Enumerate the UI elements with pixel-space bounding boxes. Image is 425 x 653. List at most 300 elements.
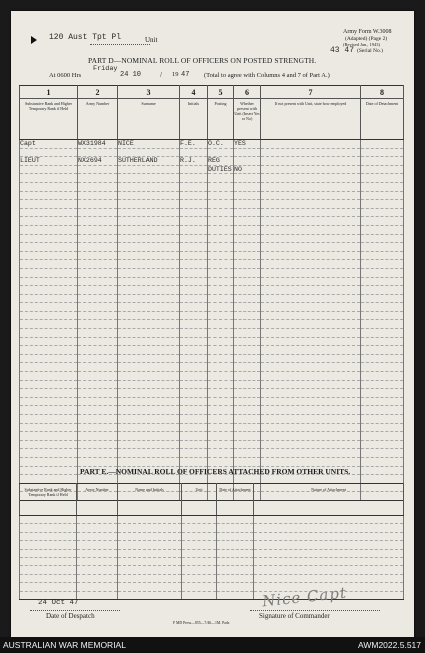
table-cell: [361, 200, 404, 209]
table-cell: F.E.: [180, 140, 208, 149]
table-row: [20, 140, 404, 149]
table-cell: [234, 423, 261, 432]
table-row: [20, 294, 404, 303]
form-number: Army Form W.3008: [343, 29, 392, 35]
table-cell: [20, 557, 77, 565]
binder-hole-icon: [31, 36, 37, 44]
table-cell: [77, 583, 118, 591]
table-cell: [182, 583, 217, 591]
table-cell: [180, 423, 208, 432]
unit-underline: [90, 44, 150, 45]
table-row: [20, 225, 404, 234]
table-cell: [261, 303, 361, 312]
serial-number: 43 47: [330, 46, 355, 55]
table-cell: [361, 449, 404, 458]
table-cell: [180, 251, 208, 260]
table-cell: [261, 286, 361, 295]
table-cell: [180, 363, 208, 372]
table-cell: [20, 397, 78, 406]
table-cell: [20, 286, 78, 295]
column-number: 4: [180, 86, 208, 99]
table-cell: [118, 320, 180, 329]
table-cell: [77, 574, 118, 582]
table-cell: [254, 541, 404, 549]
table-cell: [180, 182, 208, 191]
column-header: Nature of Attachment: [254, 484, 404, 516]
table-cell: [78, 260, 118, 269]
table-cell: [180, 457, 208, 466]
table-cell: [180, 148, 208, 157]
table-cell: [118, 440, 180, 449]
table-row: [20, 277, 404, 286]
table-cell: [118, 208, 180, 217]
column-header: Initials: [180, 99, 208, 140]
table-cell: [180, 165, 208, 174]
table-cell: [78, 225, 118, 234]
at-line: At 0600 Hrs: [49, 72, 82, 79]
table-cell: [254, 549, 404, 557]
table-cell: [20, 225, 78, 234]
table-cell: [234, 225, 261, 234]
table-row: [20, 346, 404, 355]
table-cell: [180, 389, 208, 398]
table-cell: [78, 303, 118, 312]
table-cell: [361, 329, 404, 338]
table-cell: [20, 346, 78, 355]
table-cell: [217, 574, 254, 582]
commander-signature: Nice Capt: [261, 583, 348, 611]
table-cell: [78, 191, 118, 200]
table-cell: [118, 251, 180, 260]
table-cell: [182, 557, 217, 565]
table-cell: [208, 311, 234, 320]
table-cell: [261, 320, 361, 329]
table-cell: [78, 182, 118, 191]
table-row: [20, 268, 404, 277]
table-cell: [208, 423, 234, 432]
table-row: [20, 200, 404, 209]
despatch-date: 24 Oct 47: [38, 599, 79, 607]
table-row: [20, 549, 404, 557]
part-e-title: PART E.—NOMINAL ROLL OF OFFICERS ATTACHED FROM OTHER UNITS.: [80, 467, 351, 476]
table-cell: [261, 225, 361, 234]
table-cell: [118, 234, 180, 243]
despatch-underline: [30, 610, 120, 611]
table-row: [20, 389, 404, 398]
table-cell: [361, 475, 404, 484]
part-d-title: PART D—NOMINAL ROLL OF OFFICERS ON POSTED STRENGTH.: [88, 56, 317, 65]
table-cell: [361, 148, 404, 157]
table-cell: [208, 346, 234, 355]
table-cell: [261, 243, 361, 252]
table-cell: [118, 566, 182, 574]
table-cell: [234, 191, 261, 200]
unit-value: 120 Aust Tpt Pl: [49, 33, 122, 42]
table-cell: [254, 574, 404, 582]
table-cell: [261, 389, 361, 398]
table-cell: [180, 200, 208, 209]
table-cell: [261, 346, 361, 355]
table-cell: [118, 191, 180, 200]
table-row: [20, 574, 404, 582]
table-cell: [261, 432, 361, 441]
table-cell: [118, 380, 180, 389]
table-cell: [78, 234, 118, 243]
table-cell: [20, 260, 78, 269]
table-cell: [118, 591, 182, 599]
table-cell: [234, 174, 261, 183]
table-cell: [361, 337, 404, 346]
table-cell: [20, 380, 78, 389]
table-cell: [20, 457, 78, 466]
table-row: [20, 208, 404, 217]
caption-right: AWM2022.5.517: [358, 640, 421, 650]
table-cell: [361, 234, 404, 243]
form-adapted: (Adapted) (Page 2): [345, 36, 388, 42]
table-cell: [118, 397, 180, 406]
table-cell: [118, 337, 180, 346]
caption-bar: [0, 637, 425, 653]
table-cell: [20, 311, 78, 320]
table-cell: [180, 311, 208, 320]
table-cell: [78, 406, 118, 415]
table-cell: [361, 251, 404, 260]
table-cell: [234, 372, 261, 381]
column-header: Name and Initials: [118, 484, 182, 516]
table-cell: [208, 182, 234, 191]
table-cell: [180, 174, 208, 183]
table-cell: [20, 354, 78, 363]
column-header: Army Number: [77, 484, 118, 516]
column-number: 7: [261, 86, 361, 99]
table-cell: [208, 380, 234, 389]
table-cell: [361, 363, 404, 372]
table-cell: [234, 354, 261, 363]
signature-label: Signature of Commander: [259, 612, 330, 620]
table-cell: [180, 303, 208, 312]
table-row: [20, 320, 404, 329]
table-row: [20, 449, 404, 458]
table-cell: [234, 217, 261, 226]
part-d-rows: [20, 140, 404, 501]
table-cell: [180, 208, 208, 217]
table-cell: [361, 182, 404, 191]
table-cell: [180, 432, 208, 441]
column-number: 1: [20, 86, 78, 99]
table-cell: YES: [234, 140, 261, 149]
table-cell: [234, 380, 261, 389]
table-cell: [78, 346, 118, 355]
column-header: Date of Detachment: [361, 99, 404, 140]
table-cell: [361, 397, 404, 406]
table-cell: [217, 583, 254, 591]
table-cell: [182, 549, 217, 557]
column-number: 2: [78, 86, 118, 99]
table-cell: [77, 557, 118, 565]
table-cell: [78, 174, 118, 183]
table-cell: [361, 457, 404, 466]
table-cell: [78, 294, 118, 303]
table-cell: [361, 260, 404, 269]
table-cell: [78, 148, 118, 157]
table-cell: [261, 200, 361, 209]
table-cell: [261, 415, 361, 424]
table-cell: [20, 191, 78, 200]
table-cell: [261, 165, 361, 174]
table-cell: [78, 397, 118, 406]
table-cell: [261, 329, 361, 338]
table-cell: [20, 329, 78, 338]
table-cell: [361, 423, 404, 432]
table-cell: [20, 363, 78, 372]
table-row: [20, 303, 404, 312]
table-cell: [77, 566, 118, 574]
table-cell: [20, 277, 78, 286]
part-e-column-headers: [20, 484, 404, 516]
table-cell: [208, 148, 234, 157]
part-e-table: [19, 483, 404, 600]
table-cell: [234, 329, 261, 338]
table-cell: [20, 524, 77, 532]
table-cell: [234, 234, 261, 243]
table-cell: [208, 354, 234, 363]
table-cell: [261, 182, 361, 191]
table-cell: [182, 516, 217, 524]
table-cell: O.C.: [208, 140, 234, 149]
table-cell: [20, 566, 77, 574]
table-cell: [208, 337, 234, 346]
table-cell: [118, 516, 182, 524]
table-cell: [20, 148, 78, 157]
table-cell: [261, 406, 361, 415]
table-cell: [118, 303, 180, 312]
table-cell: [234, 457, 261, 466]
serial-label: (Serial No.): [357, 48, 383, 54]
table-cell: [361, 165, 404, 174]
form-revised: (Revised Jan., 1943): [343, 42, 380, 47]
table-cell: [182, 574, 217, 582]
table-cell: [78, 363, 118, 372]
table-cell: [361, 286, 404, 295]
table-cell: [118, 432, 180, 441]
table-cell: [361, 140, 404, 149]
date-slash: /: [160, 71, 162, 79]
table-cell: [361, 294, 404, 303]
table-cell: [234, 157, 261, 166]
table-cell: [261, 457, 361, 466]
table-cell: [217, 557, 254, 565]
date-typed: 24 10: [120, 71, 142, 79]
table-row: [20, 337, 404, 346]
table-cell: [180, 217, 208, 226]
table-cell: [261, 397, 361, 406]
table-cell: [208, 432, 234, 441]
table-cell: [234, 397, 261, 406]
table-cell: [261, 311, 361, 320]
table-row: [20, 457, 404, 466]
table-cell: [180, 329, 208, 338]
table-cell: [182, 532, 217, 540]
table-cell: [208, 457, 234, 466]
table-cell: WX31984: [78, 140, 118, 149]
year-typed: 47: [181, 71, 190, 79]
table-cell: [180, 286, 208, 295]
table-cell: [20, 165, 78, 174]
table-row: [20, 541, 404, 549]
table-cell: [118, 294, 180, 303]
table-row: [20, 415, 404, 424]
table-cell: [78, 415, 118, 424]
table-cell: [78, 243, 118, 252]
table-cell: [208, 397, 234, 406]
table-cell: [118, 165, 180, 174]
table-cell: [261, 268, 361, 277]
table-cell: [78, 251, 118, 260]
table-cell: NICE: [118, 140, 180, 149]
table-cell: [20, 234, 78, 243]
table-cell: [261, 337, 361, 346]
table-cell: [208, 268, 234, 277]
table-cell: [118, 532, 182, 540]
table-cell: [118, 311, 180, 320]
table-cell: [234, 303, 261, 312]
table-cell: [361, 346, 404, 355]
table-cell: [261, 449, 361, 458]
table-cell: [234, 320, 261, 329]
column-header: Posting: [208, 99, 234, 140]
table-cell: [234, 449, 261, 458]
column-number: 8: [361, 86, 404, 99]
table-cell: [20, 268, 78, 277]
column-header: If not present with Unit, state how employed: [261, 99, 361, 140]
table-cell: [208, 217, 234, 226]
table-cell: [361, 406, 404, 415]
table-cell: [234, 243, 261, 252]
table-cell: [78, 337, 118, 346]
table-cell: [234, 251, 261, 260]
table-row: [20, 423, 404, 432]
table-row: [20, 354, 404, 363]
table-cell: [118, 583, 182, 591]
table-cell: [208, 363, 234, 372]
table-cell: [180, 191, 208, 200]
table-cell: [234, 363, 261, 372]
table-cell: [180, 294, 208, 303]
table-cell: [261, 440, 361, 449]
printer-line: F MD Press—855—7/46—1M. Pads: [173, 621, 230, 625]
table-cell: [118, 329, 180, 338]
table-row: [20, 406, 404, 415]
table-row: [20, 234, 404, 243]
table-cell: [361, 268, 404, 277]
table-cell: [208, 389, 234, 398]
table-cell: [208, 208, 234, 217]
table-cell: [118, 549, 182, 557]
table-cell: [234, 268, 261, 277]
table-cell: [208, 320, 234, 329]
table-cell: [20, 320, 78, 329]
table-cell: [217, 541, 254, 549]
table-row: [20, 148, 404, 157]
day-typed: Friday: [93, 65, 118, 73]
table-cell: [20, 516, 77, 524]
table-cell: [20, 294, 78, 303]
table-row: [20, 397, 404, 406]
table-cell: [78, 457, 118, 466]
table-cell: [208, 251, 234, 260]
table-cell: [182, 591, 217, 599]
table-row: [20, 174, 404, 183]
table-cell: [182, 566, 217, 574]
table-cell: NX2694: [78, 157, 118, 166]
table-cell: [234, 440, 261, 449]
table-cell: [361, 311, 404, 320]
table-cell: [78, 311, 118, 320]
signature-underline: [250, 610, 380, 611]
table-cell: [208, 174, 234, 183]
table-cell: [20, 423, 78, 432]
table-cell: [208, 372, 234, 381]
column-header: Surname: [118, 99, 180, 140]
table-cell: [180, 380, 208, 389]
table-cell: [261, 277, 361, 286]
table-cell: [77, 541, 118, 549]
table-cell: [20, 217, 78, 226]
table-row: [20, 440, 404, 449]
table-cell: [361, 432, 404, 441]
part-d-column-headers: [20, 99, 404, 140]
table-cell: [118, 389, 180, 398]
table-cell: [361, 217, 404, 226]
table-cell: [361, 354, 404, 363]
table-cell: [20, 415, 78, 424]
table-cell: [180, 397, 208, 406]
table-cell: [208, 234, 234, 243]
table-cell: [261, 380, 361, 389]
table-cell: [217, 532, 254, 540]
table-cell: [261, 423, 361, 432]
table-cell: [180, 354, 208, 363]
table-cell: [208, 303, 234, 312]
table-cell: [261, 354, 361, 363]
table-cell: [261, 294, 361, 303]
table-cell: [261, 260, 361, 269]
table-cell: [208, 294, 234, 303]
table-cell: [77, 532, 118, 540]
table-row: [20, 329, 404, 338]
table-cell: [180, 346, 208, 355]
table-cell: [208, 449, 234, 458]
table-cell: [208, 286, 234, 295]
table-cell: [118, 449, 180, 458]
table-cell: [361, 440, 404, 449]
table-cell: [261, 363, 361, 372]
table-cell: [20, 251, 78, 260]
table-cell: [261, 234, 361, 243]
table-cell: [78, 449, 118, 458]
table-cell: [20, 174, 78, 183]
table-cell: [118, 217, 180, 226]
table-cell: [20, 389, 78, 398]
table-cell: [234, 208, 261, 217]
table-cell: [20, 549, 77, 557]
table-cell: [180, 415, 208, 424]
table-cell: [234, 406, 261, 415]
table-cell: [78, 423, 118, 432]
table-cell: [182, 541, 217, 549]
table-cell: [254, 532, 404, 540]
table-row: [20, 432, 404, 441]
